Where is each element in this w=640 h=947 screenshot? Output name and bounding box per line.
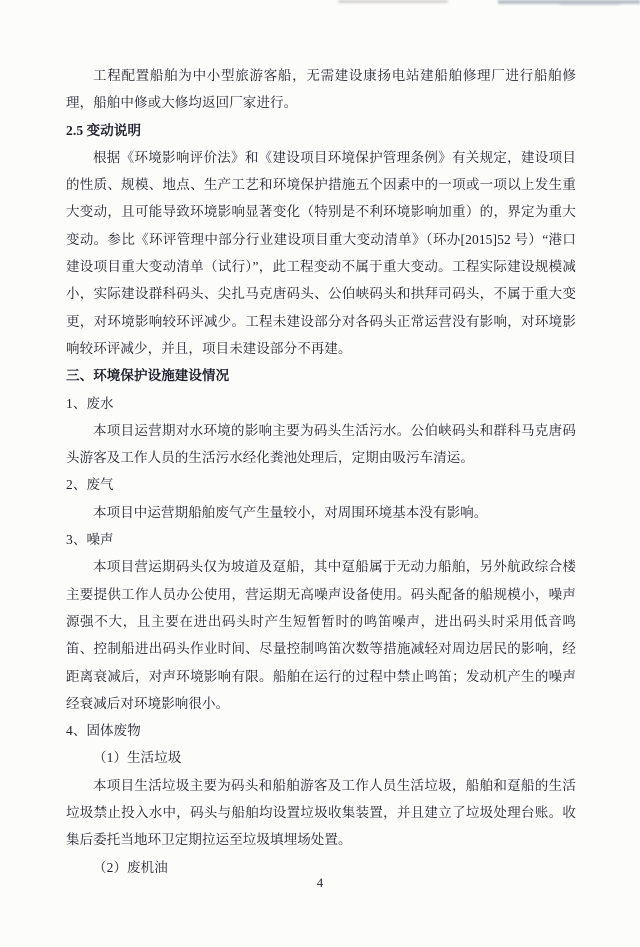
document-body: [66, 62, 576, 881]
paragraph-domestic-garbage: 本项目生活垃圾主要为码头和船舶游客及工作人员生活垃圾，船舶和趸船的生活垃圾禁止投入水中，码头与船舶均设置垃圾收集装置，并且建立了垃圾处理台账。收集后委托当地环卫定期拉运至垃圾填埋场处置。: [66, 777, 576, 848]
paragraph-change-analysis: 根据《环境影响评价法》和《建设项目环境保护管理条例》有关规定，建设项目的性质、规模、地点、生产工艺和环境保护措施五个因素中的一项或一项以上发生重大变动，且可能导致环境影响显著变化（特别是不利环境影响加重）的，界定为重大变动。参比《环评管理中部分行业建设项目重大变动清单》（环办[2015]52 号）“港口建设项目重大变动清单（试行）”，此工程变动不属于重大变动。工程实际建设规模减小，实际建设群科码头、尖扎马克唐码头、公伯峡码头和拱拜司码头，不属于重大变更，对环境影响较环评减少。工程未建设部分对各码头正常运营没有影响，对环境影响较环评减少，并且，项目未建设部分不再建。: [66, 149, 576, 356]
paragraph-noise: 本项目营运期码头仅为坡道及趸船，其中趸船属于无动力船舶，另外航政综合楼主要提供工作人员办公使用，营运期无高噪声设备使用。码头配备的船规模小，噪声源强不大，且主要在进出码头时产生短暂暂时的鸣笛噪声，进出码头时采用低音鸣笛、控制船进出码头作业时间、尽量控制鸣笛次数等措施减轻对周边居民的影响，经距离衰减后，对声环境影响有限。船舶在运行的过程中禁止鸣笛；发动机产生的噪声经衰减后对环境影响很小。: [66, 559, 576, 711]
item-3-noise: 3、噪声: [66, 532, 114, 548]
paragraph-waste-gas: 本项目中运营期船舶废气产生量较小，对周围环境基本没有影响。: [93, 504, 488, 520]
page-number: 4: [316, 876, 324, 890]
item-1-wastewater: 1、废水: [66, 395, 114, 411]
paragraph-wastewater: 本项目运营期对水环境的影响主要为码头生活污水。公伯峡码头和群科马克唐码头游客及工作人员的生活污水经化粪池处理后，定期由吸污车清运。: [66, 422, 576, 466]
item-2-waste-gas: 2、废气: [66, 477, 114, 493]
sub-item-2-waste-oil: （2）废机油: [93, 859, 168, 875]
scan-artifact: [560, 2, 620, 5]
heading-2-5-change-notes: 2.5 变动说明: [66, 122, 142, 138]
paragraph-ship-config: 工程配置船舶为中小型旅游客船，无需建设康扬电站建船舶修理厂进行船舶修理，船舶中修或大修均返回厂家进行。: [66, 68, 576, 111]
sub-item-1-domestic-garbage: （1）生活垃圾: [93, 750, 182, 766]
item-4-solid-waste: 4、固体废物: [66, 723, 141, 739]
scan-artifact: [338, 0, 448, 3]
heading-section-3-env-protection-facilities: 三、环境保护设施建设情况: [66, 368, 230, 384]
